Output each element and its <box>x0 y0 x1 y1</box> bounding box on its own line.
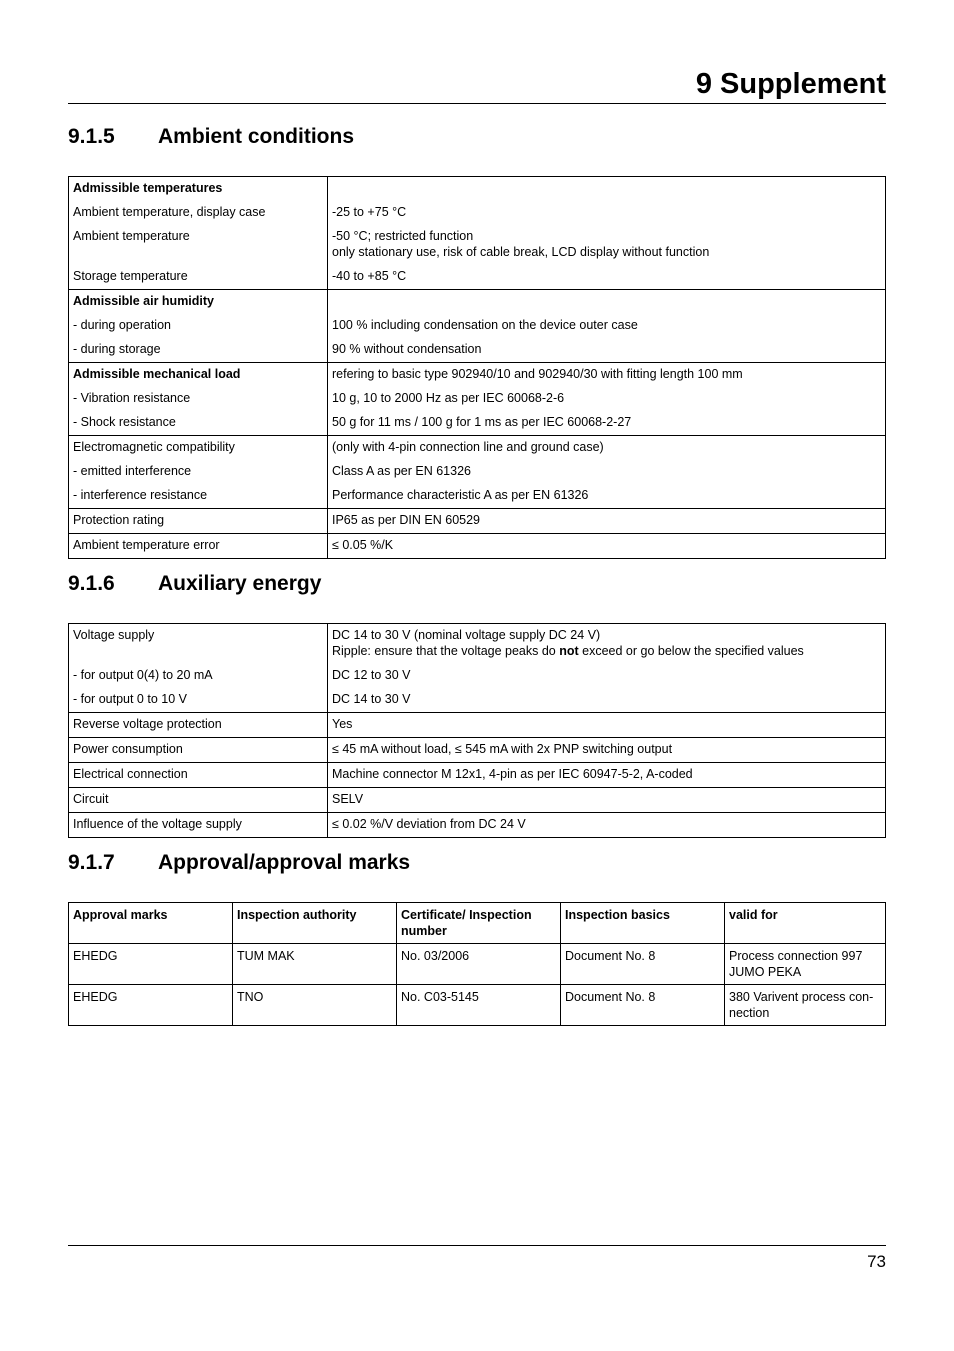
row-label: - interference resistance <box>73 488 208 502</box>
column-header: valid for <box>729 908 778 922</box>
table-cell: No. 03/2006 <box>397 944 561 984</box>
table-group-voltage-supply <box>69 624 885 712</box>
row-label: Circuit <box>73 792 109 806</box>
table-cell: TUM MAK <box>233 944 397 984</box>
table-group-emc <box>69 435 885 508</box>
row-value: SELV <box>332 792 364 806</box>
row-value: 50 g for 11 ms / 100 g for 1 ms as per IEC 60068-2-27 <box>332 415 632 429</box>
row-value: -40 to +85 °C <box>332 269 407 283</box>
row-value <box>328 290 885 314</box>
row-value: ≤ 45 mA without load, ≤ 545 mA with 2x PNP switching output <box>332 742 673 756</box>
table-group-temp-error <box>69 533 885 558</box>
column-header: Certificate/ Inspection number <box>397 903 561 943</box>
section-number: 9.1.6 <box>68 572 115 595</box>
row-label: Ambient temperature <box>73 229 190 243</box>
column-header: Inspection authority <box>233 903 397 943</box>
section-heading-ambient <box>68 124 354 150</box>
table-cell: 380 Varivent process con-nection <box>729 990 874 1020</box>
table-row <box>69 737 885 762</box>
row-value <box>328 225 885 265</box>
row-label: - during storage <box>73 342 161 356</box>
row-value-line: DC 14 to 30 V (nominal voltage supply DC 24 V) <box>332 628 601 642</box>
row-value: 90 % without condensation <box>332 342 482 356</box>
row-value: Class A as per EN 61326 <box>332 464 471 478</box>
table-row <box>69 762 885 787</box>
table-cell: No. C03-5145 <box>397 985 561 1025</box>
row-label: Power consumption <box>73 742 183 756</box>
row-label: - for output 0 to 10 V <box>73 692 187 706</box>
row-label: - Vibration resistance <box>73 391 191 405</box>
row-value: Performance characteristic A as per EN 61326 <box>332 488 589 502</box>
section-title: Auxiliary energy <box>158 572 322 595</box>
row-value: (only with 4-pin connection line and ground case) <box>332 440 604 454</box>
table-cell: Document No. 8 <box>561 944 725 984</box>
row-value: ≤ 0.05 %/K <box>332 538 394 552</box>
row-value: DC 12 to 30 V <box>332 668 411 682</box>
row-value: IP65 as per DIN EN 60529 <box>332 513 480 527</box>
table-row <box>69 812 885 837</box>
row-label: - during operation <box>73 318 171 332</box>
table-header-row <box>69 903 885 943</box>
row-label: Admissible air humidity <box>73 294 215 308</box>
chapter-title: 9 Supplement <box>695 68 886 100</box>
row-value <box>328 177 885 201</box>
row-value-line: only stationary use, risk of cable break, LCD display without function <box>332 245 710 259</box>
row-label: Reverse voltage protection <box>73 717 222 731</box>
row-label: Storage temperature <box>73 269 188 283</box>
table-row <box>69 943 885 984</box>
table-group-temperatures <box>69 177 885 289</box>
row-value-line: -50 °C; restricted function <box>332 229 474 243</box>
table-row <box>69 984 885 1025</box>
row-label: Influence of the voltage supply <box>73 817 242 831</box>
row-value: Yes <box>332 717 353 731</box>
table-cell: Document No. 8 <box>561 985 725 1025</box>
header-rule <box>68 103 886 104</box>
row-value: ≤ 0.02 %/V deviation from DC 24 V <box>332 817 526 831</box>
column-header: Approval marks <box>69 903 233 943</box>
row-label: Admissible mechanical load <box>73 367 241 381</box>
table-group-mechanical <box>69 362 885 435</box>
ripple-emphasis: not <box>559 644 579 658</box>
row-value: DC 14 to 30 V <box>332 692 411 706</box>
section-heading-auxiliary <box>68 571 321 597</box>
row-label: - emitted interference <box>73 464 192 478</box>
row-value: 10 g, 10 to 2000 Hz as per IEC 60068-2-6 <box>332 391 565 405</box>
row-label: Admissible temperatures <box>73 181 223 195</box>
auxiliary-energy-table <box>68 623 886 838</box>
row-value: refering to basic type 902940/10 and 902940/30 with fitting length 100 mm <box>332 367 743 381</box>
row-value: Machine connector M 12x1, 4-pin as per IEC 60947-5-2, A-coded <box>332 767 693 781</box>
section-heading-approval <box>68 850 410 876</box>
table-cell: EHEDG <box>69 985 233 1025</box>
section-number: 9.1.7 <box>68 851 115 874</box>
ripple-note <box>332 643 881 659</box>
ambient-conditions-table <box>68 176 886 559</box>
table-group-humidity <box>69 289 885 362</box>
table-cell: TNO <box>233 985 397 1025</box>
row-value <box>328 624 885 664</box>
row-label: Voltage supply <box>73 628 155 642</box>
row-label: Ambient temperature, display case <box>73 205 266 219</box>
row-label: Electrical connection <box>73 767 188 781</box>
section-title: Approval/approval marks <box>158 851 411 874</box>
row-value: 100 % including condensation on the device outer case <box>332 318 638 332</box>
table-cell: Process connection 997 JUMO PEKA <box>729 949 863 979</box>
row-label: - for output 0(4) to 20 mA <box>73 668 213 682</box>
table-row <box>69 787 885 812</box>
ripple-text: exceed or go below the specified values <box>578 644 804 658</box>
footer-rule <box>68 1245 886 1246</box>
approval-marks-table <box>68 902 886 1026</box>
row-label: Ambient temperature error <box>73 538 220 552</box>
table-row <box>69 712 885 737</box>
page-number: 73 <box>867 1252 886 1271</box>
row-label: - Shock resistance <box>73 415 176 429</box>
ripple-text: Ripple: ensure that the voltage peaks do <box>332 644 560 658</box>
section-number: 9.1.5 <box>68 125 115 148</box>
section-title: Ambient conditions <box>158 125 354 148</box>
table-group-protection <box>69 508 885 533</box>
row-value: -25 to +75 °C <box>332 205 407 219</box>
row-label: Electromagnetic compatibility <box>73 440 235 454</box>
row-label: Protection rating <box>73 513 165 527</box>
column-header: Inspection basics <box>561 903 725 943</box>
table-cell: EHEDG <box>69 944 233 984</box>
